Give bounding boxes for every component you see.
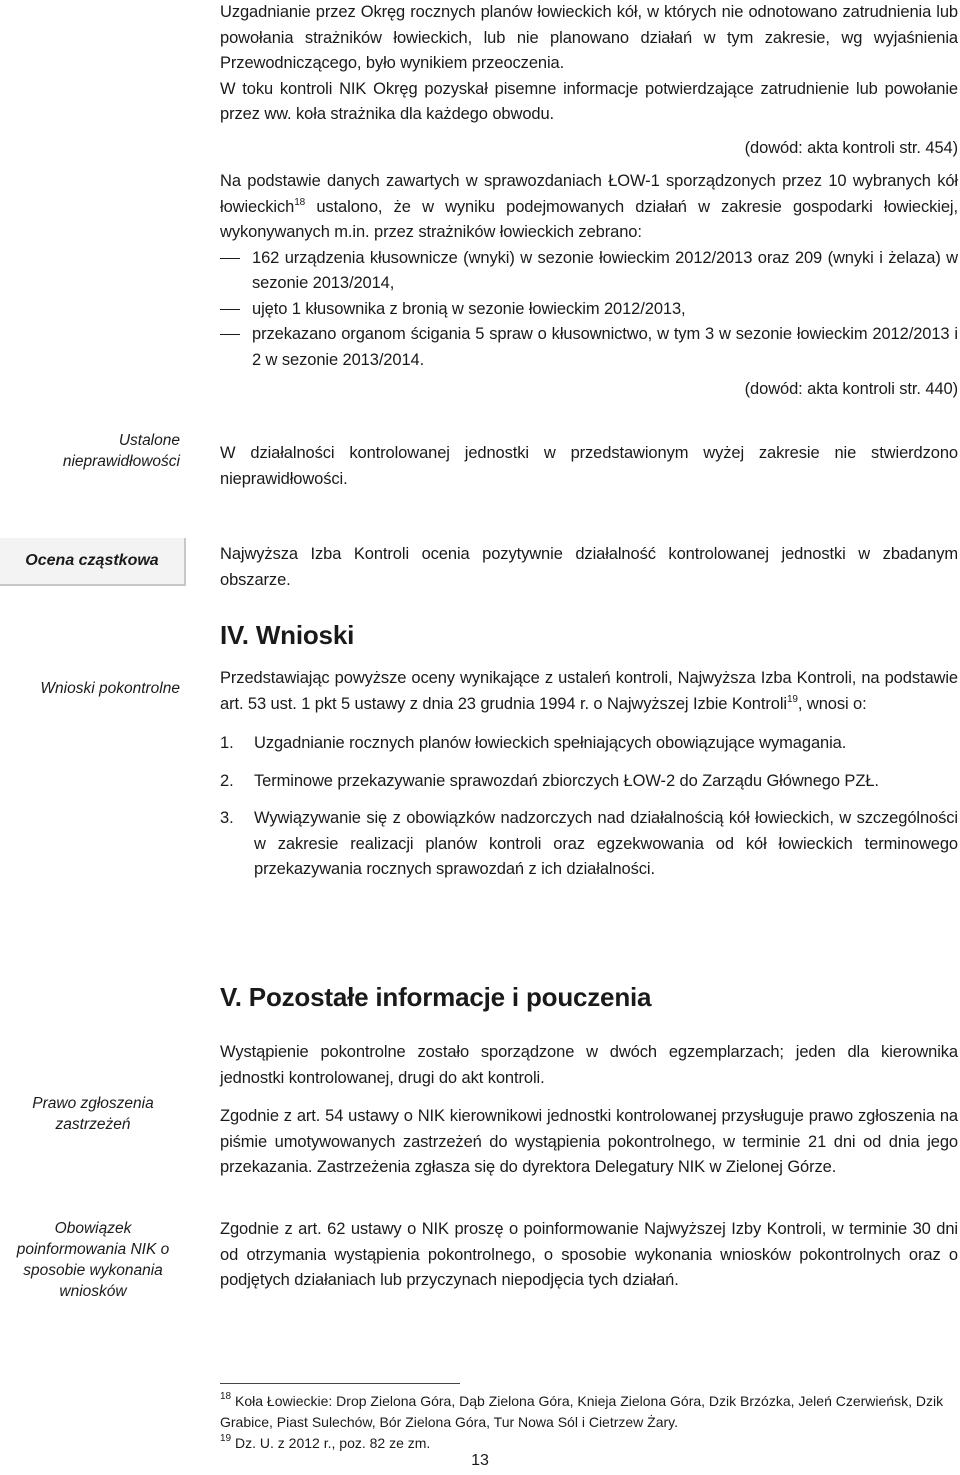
side-label-conclusions: Wnioski pokontrolne: [40, 680, 180, 697]
footnote-19: $^{19}$ Dz. U. z 2012 r., poz. 82 ze zm.: [220, 1433, 431, 1451]
partial-assessment-text: Najwyższa Izba Kontroli ocenia pozytywnie działalność kontrolowanej jednostki w zbadanym obszarze.: [220, 545, 958, 589]
conclusions-list: [220, 731, 958, 883]
dash-list-item: ujęto 1 kłusownika z bronią w sezonie łowieckim 2012/2013,: [220, 297, 958, 323]
other-info-p1: Wystąpienie pokontrolne zostało sporządzone w dwóch egzemplarzach; jeden dla kierownika jednostki kontrolowanej, drugi do akt kontroli.: [220, 1043, 958, 1087]
dash-bullet: [220, 309, 240, 310]
footnote-separator: [220, 1383, 460, 1384]
conclusions-intro: Przedstawiając powyższe oceny wynikające z ustaleń kontroli, Najwyższa Izba Kontroli, na podstawie art. 53 ust. 1 pkt 5 ustawy z dnia 23 grudnia 1994 r. o Najwyższej Izbie Kontroli$^{19}$, wnosi o:: [220, 669, 958, 713]
dash-bullet: [220, 258, 240, 259]
other-info-p2: Zgodnie z art. 54 ustawy o NIK kierownikowi jednostki kontrolowanej przysługuje prawo zgłoszenia na piśmie umotywowanych zastrzeżeń do wystąpienia pokontrolnego, w terminie 21 dni od dnia jego przekazania. Zastrzeżenia zgłasza się do dyrektora Delegatury NIK w Zielonej Górze.: [220, 1107, 958, 1176]
findings-block: [220, 0, 958, 403]
section-heading-other-info: V. Pozostałe informacje i pouczenia: [220, 982, 652, 1012]
paragraph-w-toku-kontroli: W toku kontroli NIK Okręg pozyskał pisemne informacje potwierdzające zatrudnienie lub powołanie przez ww. koła strażnika dla każdego obwodu.: [220, 79, 958, 123]
side-label-right-to-object: Prawo zgłoszenia zastrzeżeń: [32, 1095, 154, 1133]
evidence-reference: (dowód: akta kontroli str. 454): [744, 138, 958, 157]
dash-list: [220, 246, 958, 374]
side-label-partial-assessment: Ocena cząstkowa: [25, 552, 159, 569]
paragraph-uzgadnianie: Uzgadnianie przez Okręg rocznych planów łowieckich kół, w których nie odnotowano zatrudnienia lub powołania strażników łowieckich, lub nie planowano działań w tym zakresie, wg wyjaśnienia Przewodniczącego, było wynikiem przeoczenia.: [220, 3, 958, 72]
paragraph-na-podstawie: Na podstawie danych zawartych w sprawozdaniach ŁOW-1 sporządzonych przez 10 wybranych kół łowieckich$^{18}$ ustalono, że w wyniku podejmowanych działań w zakresie gospodarki łowieckiej, wykonywanych m.in. przez strażników łowieckich zebrano:: [220, 172, 958, 241]
conclusion-item: 3. Wywiązywanie się z obowiązków nadzorczych nad działalnością kół łowieckich, w szczególności w zakresie realizacji planów kontroli oraz egzekwowania od kół łowieckich terminowego przekazywania rocznych sprawozdań z ich działalności.: [220, 806, 958, 883]
item-number: 2.: [220, 771, 234, 790]
item-number: 3.: [220, 809, 234, 827]
dash-list-item: przekazano organom ścigania 5 spraw o kłusownictwo, w tym 3 w sezonie łowieckim 2012/2013 i 2 w sezonie 2013/2014.: [220, 322, 958, 373]
partial-assessment-box: [0, 538, 186, 586]
dash-bullet: [220, 334, 240, 335]
footnote-ref-19: 19: [786, 693, 798, 705]
other-info-p3: Zgodnie z art. 62 ustawy o NIK proszę o poinformowanie Najwyższej Izby Kontroli, w terminie 30 dni od otrzymania wystąpienia pokontrolnego, o sposobie wykonania wniosków pokontrolnych oraz o podjętych działaniach lub przyczynach niepodjęcia tych działań.: [220, 1220, 958, 1289]
dash-list-item: 162 urządzenia kłusownicze (wnyki) w sezonie łowieckim 2012/2013 oraz 209 (wnyki i żelaza) w sezonie 2013/2014,: [220, 246, 958, 297]
section-heading-conclusions: IV. Wnioski: [220, 620, 355, 650]
side-label-irregularities: Ustalone nieprawidłowości: [62, 432, 180, 470]
side-label-obligation: Obowiązek poinformowania NIK o sposobie wykonania wniosków: [16, 1220, 170, 1300]
footnote-18: $^{18}$ Koła Łowieckie: Drop Zielona Góra, Dąb Zielona Góra, Knieja Zielona Góra, Dzik Brzózka, Jeleń Czerwieńsk, Dzik Grabice, Piast Sulechów, Bór Zielona Góra, Tur Nowa Sól i Cietrzew Żary.: [220, 1391, 944, 1430]
conclusions-block: [220, 666, 958, 895]
irregularities-text: W działalności kontrolowanej jednostki w przedstawionym wyżej zakresie nie stwierdzono nieprawidłowości.: [220, 444, 958, 488]
page-number: 13: [471, 1452, 489, 1469]
evidence-reference: (dowód: akta kontroli str. 440): [744, 380, 958, 398]
item-number: 1.: [220, 734, 234, 752]
conclusion-item: 2. Terminowe przekazywanie sprawozdań zbiorczych ŁOW-2 do Zarządu Głównego PZŁ.: [220, 769, 958, 795]
footnotes: [220, 1391, 958, 1454]
conclusion-item: 1. Uzgadnianie rocznych planów łowieckich spełniających obowiązujące wymagania.: [220, 731, 958, 757]
footnote-ref-18: 18: [294, 196, 306, 208]
